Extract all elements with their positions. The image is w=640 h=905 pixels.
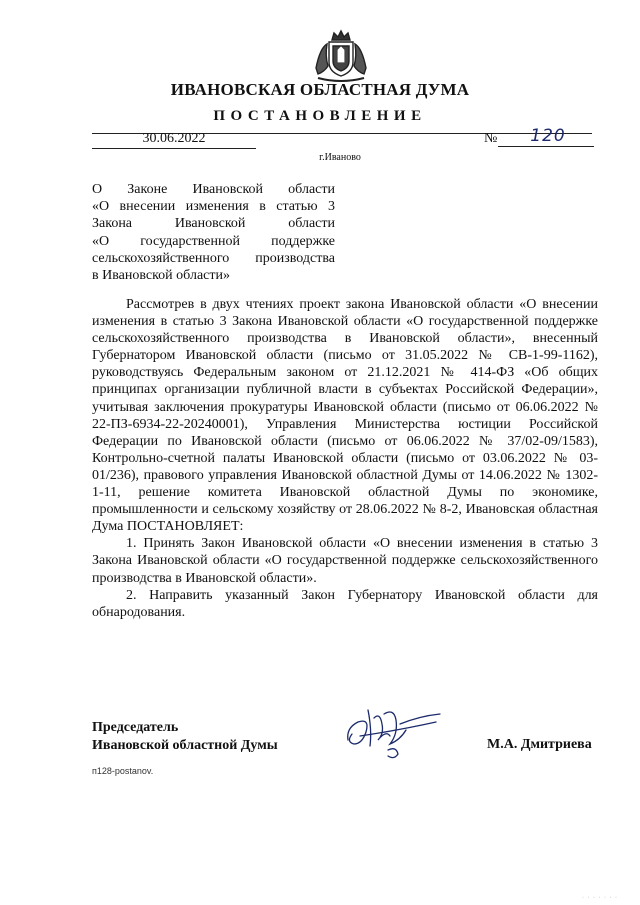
document-number: 120 [498,126,594,147]
body-paragraph: Рассмотрев в двух чтениях проект закона Ивановской области «О внесении изменения в статью 3 Закона Ивановской области «О государственной поддержке сельскохозяйственного производства в Ивановской области», внесенный Губернатором Ивановской области (письмо от 31.05.2022 № СВ-1-99-1162), руководствуясь Федеральным законом от 21.12.2021 № 414-ФЗ «Об общих принципах организации публичной власти в субъектах Российской Федерации», учитывая заключения прокуратуры Ивановской области (письмо от 06.06.2022 № 22-ПЗ-6934-22-20240001), Управления Министерства юстиции Российской Федерации по Ивановской области (письмо от 06.06.2022 № 37/02-09/1583), Контрольно-счетной палаты Ивановской области (письмо от 03.06.2022 № 03-01/236), правового управления Ивановской областной Думы от 14.06.2022 № 1302-1-11, решение комитета Ивановской областной Думы по экономике, промышленности и сельскому хозяйству от 28.06.2022 № 8-2, Ивановская областная Дума ПОСТАНОВЛЯЕТ: [92,297,598,535]
subject-line: сельскохозяйственного производства [92,250,335,266]
document-date: 30.06.2022 [92,131,256,149]
subject-line: О Законе Ивановской области [92,182,335,197]
coat-of-arms-icon [312,28,370,84]
signatory-name: М.А. Дмитриева [487,737,592,752]
number-label: № [484,131,498,146]
city: г.Иваново [319,152,361,163]
handwritten-signature-icon [340,700,450,764]
subject-line: «О внесении изменения в статью 3 [92,199,335,215]
body-paragraph: 1. Принять Закон Ивановской области «О внесении изменения в статью 3 Закона Ивановской области «О государственной поддержке сельскохозяйственного производства в Ивановской области». [92,536,598,586]
subject-line: «О государственной поддержке [92,233,335,249]
scan-artifact: · · · · · · · [582,895,618,901]
body-paragraph: 2. Направить указанный Закон Губернатору Ивановской области для обнародования. [92,587,598,620]
organization-title: ИВАНОВСКАЯ ОБЛАСТНАЯ ДУМА [170,80,470,99]
document-subject [92,181,335,284]
signatory-title [92,719,278,755]
signatory-title-line: Ивановской областной Думы [92,738,278,753]
subject-line: Закона Ивановской области [92,216,335,232]
document-body [92,296,598,621]
document-type: ПОСТАНОВЛЕНИЕ [213,108,427,124]
subject-line: в Ивановской области» [92,268,230,284]
signatory-title-line: Председатель [92,720,179,735]
file-reference: п128-postanov. [92,766,154,776]
